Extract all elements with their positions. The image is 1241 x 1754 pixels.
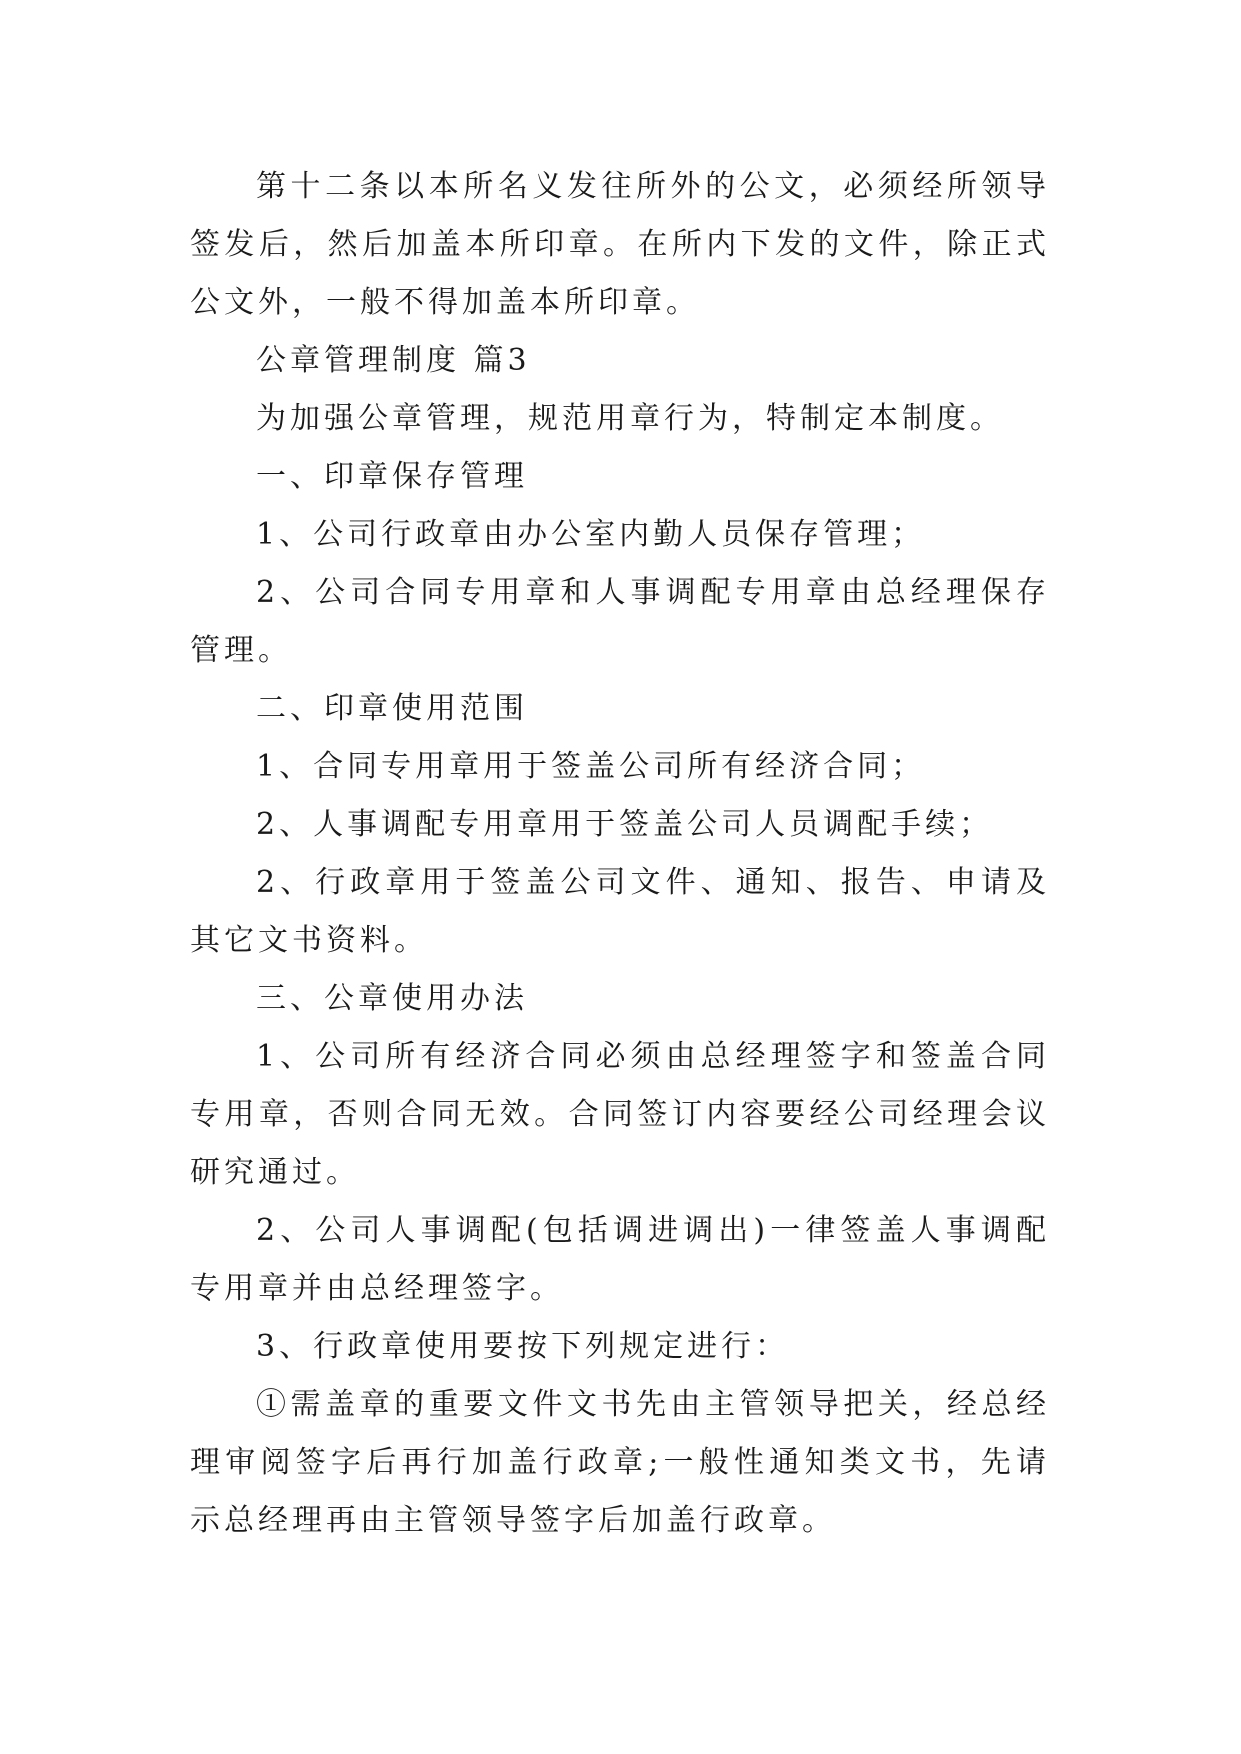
paragraph-usage-3: 3、行政章使用要按下列规定进行： (256, 1329, 790, 1364)
document-page (190, 158, 1050, 1550)
paragraph-scope-3: 2、行政章用于签盖公司文件、通知、报告、申请及其它文书资料。 (190, 865, 1050, 958)
section-title: 公章管理制度 篇3 (256, 343, 531, 378)
heading-seal-usage: 三、公章使用办法 (256, 981, 528, 1016)
paragraph-usage-3-item-1: ①需盖章的重要文件文书先由主管领导把关，经总经理审阅签字后再行加盖行政章;一般性通知类文书，先请示总经理再由主管领导签字后加盖行政章。 (190, 1387, 1050, 1538)
paragraph-usage-2: 2、公司人事调配(包括调进调出)一律签盖人事调配专用章并由总经理签字。 (190, 1213, 1050, 1306)
paragraph-usage-1: 1、公司所有经济合同必须由总经理签字和签盖合同专用章，否则合同无效。合同签订内容要经公司经理会议研究通过。 (190, 1039, 1050, 1190)
heading-seal-scope: 二、印章使用范围 (256, 691, 528, 726)
paragraph-intro: 为加强公章管理，规范用章行为，特制定本制度。 (256, 401, 1004, 436)
paragraph-storage-2: 2、公司合同专用章和人事调配专用章由总经理保存管理。 (190, 575, 1050, 668)
paragraph-article-12: 第十二条以本所名义发往所外的公文，必须经所领导签发后，然后加盖本所印章。在所内下发的文件，除正式公文外，一般不得加盖本所印章。 (190, 169, 1050, 320)
paragraph-storage-1: 1、公司行政章由办公室内勤人员保存管理； (256, 517, 926, 552)
paragraph-scope-2: 2、人事调配专用章用于签盖公司人员调配手续； (256, 807, 994, 842)
paragraph-scope-1: 1、合同专用章用于签盖公司所有经济合同； (256, 749, 926, 784)
heading-seal-storage: 一、印章保存管理 (256, 459, 528, 494)
